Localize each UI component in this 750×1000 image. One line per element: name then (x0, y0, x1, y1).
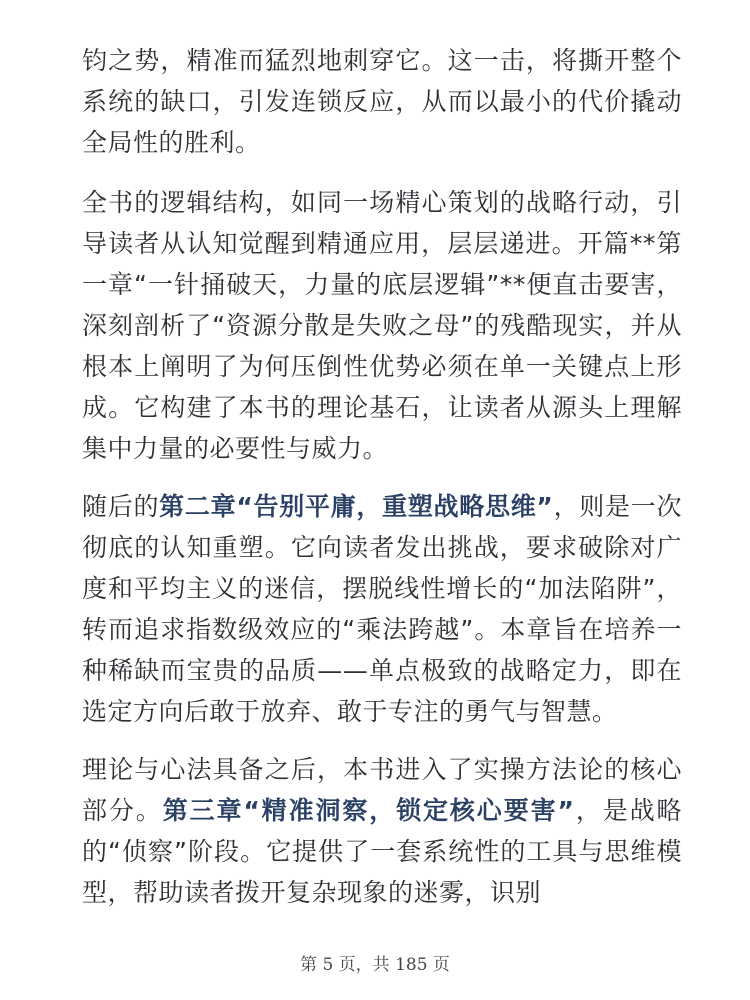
chapter-title-highlight: 第二章“告别平庸，重塑战略思维” (159, 492, 554, 521)
paragraph-3 (82, 486, 682, 732)
body-text: 理论与心法具备之后，本书进入了实操方法论的核心部分。 (82, 755, 682, 825)
body-text: 随后的 (82, 492, 160, 521)
paragraph-2 (82, 182, 682, 469)
document-page (82, 40, 682, 930)
page-number-footer: 第 5 页，共 185 页 (300, 955, 450, 975)
body-text: 钧之势，精准而猛烈地刺穿它。这一击，将撕开整个系统的缺口，引发连锁反应，从而以最小的代价撬动全局性的胜利。 (82, 46, 682, 157)
body-text: 全书的逻辑结构，如同一场精心策划的战略行动，引导读者从认知觉醒到精通应用，层层递进。开篇**第一章“一针捅破天，力量的底层逻辑”**便直击要害，深刻剖析了“资源分散是失败之母”的残酷现实，并从根本上阐明了为何压倒性优势必须在单一关键点上形成。它构建了本书的理论基石，让读者从源头上理解集中力量的必要性与威力。 (82, 188, 682, 463)
paragraph-4 (82, 749, 682, 913)
body-text: ，是战略的“侦察”阶段。它提供了一套系统性的工具与思维模型，帮助读者拨开复杂现象的迷雾，识别 (82, 796, 682, 907)
body-text: ，则是一次彻底的认知重塑。它向读者发出挑战，要求破除对广度和平均主义的迷信，摆脱线性增长的“加法陷阱”，转而追求指数级效应的“乘法跨越”。本章旨在培养一种稀缺而宝贵的品质——单点极致的战略定力，即在选定方向后敢于放弃、敢于专注的勇气与智慧。 (82, 492, 682, 726)
paragraph-1 (82, 40, 682, 163)
chapter-title-highlight: 第三章“精准洞察，锁定核心要害” (162, 796, 575, 825)
